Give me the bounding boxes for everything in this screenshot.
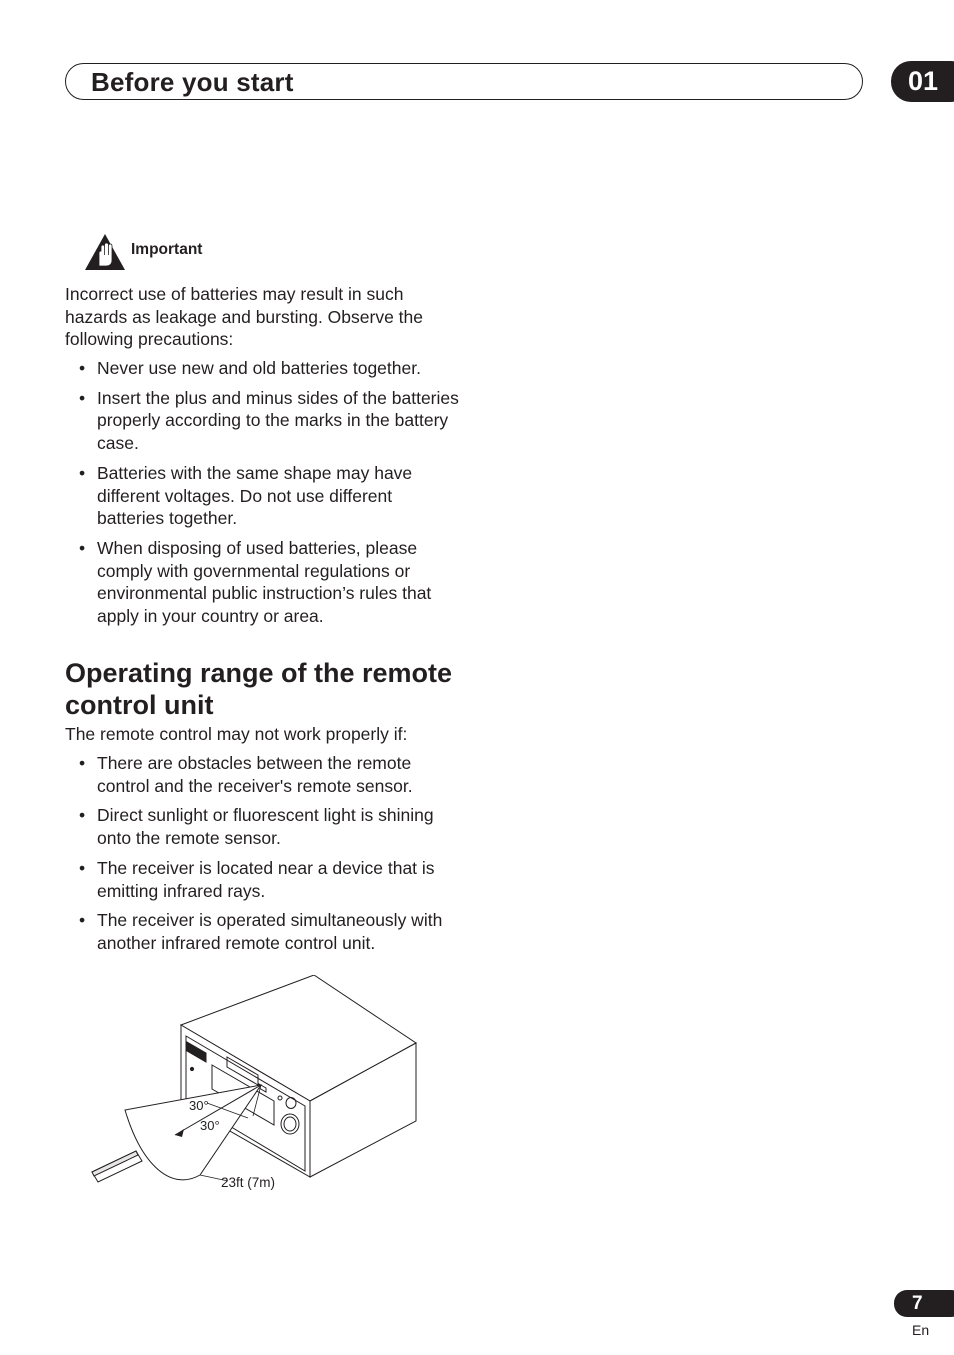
list-item: • When disposing of used batteries, please comply with governmental regulations or environmental public instruction’s rules that apply in your country or area. [79, 537, 432, 627]
list-item-text: Direct sunlight or fluorescent light is shining onto the remote sensor. [97, 805, 434, 849]
chapter-number-badge: 01 [891, 61, 954, 102]
list-item: • The receiver is located near a device that is emitting infrared rays. [79, 857, 435, 901]
list-item-text: The receiver is operated simultaneously with another infrared remote control unit. [97, 910, 443, 953]
list-item: • Never use new and old batteries together. [79, 358, 421, 378]
list-item: • There are obstacles between the remote control and the receiver's remote sensor. [79, 753, 413, 796]
remote-range-diagram [88, 975, 428, 1195]
range-conditions-list [65, 752, 460, 962]
range-intro: The remote control may not work properly if: [65, 724, 408, 744]
list-item-text: Never use new and old batteries together. [97, 358, 421, 378]
list-item-text: Insert the plus and minus sides of the batteries properly according to the marks in the battery case. [97, 387, 459, 454]
list-item-text: Batteries with the same shape may have different voltages. Do not use different batteries together. [97, 462, 413, 529]
list-item: • Direct sunlight or fluorescent light is shining onto the remote sensor. [79, 805, 434, 849]
section-heading: Operating range of the remote control unit [65, 658, 453, 720]
lower-angle-label: 30° [200, 1118, 220, 1133]
list-item: • The receiver is operated simultaneously with another infrared remote control unit. [79, 910, 443, 953]
upper-angle-label: 30° [189, 1098, 209, 1113]
distance-label: 23ft (7m) [221, 1175, 276, 1190]
list-item-text: There are obstacles between the remote control and the receiver's remote sensor. [97, 753, 413, 796]
page-number-badge: 7 [894, 1290, 954, 1317]
battery-precautions-list [65, 357, 460, 635]
list-item: • Batteries with the same shape may have different voltages. Do not use different batteries together. [79, 462, 413, 529]
remote-control-illustration [92, 1151, 142, 1182]
important-label: Important [131, 241, 203, 258]
language-code: En [912, 1322, 930, 1338]
warning-hand-icon [84, 233, 126, 271]
list-item: • Insert the plus and minus sides of the batteries properly according to the marks in the battery case. [79, 387, 459, 454]
battery-intro: Incorrect use of batteries may result in such hazards as leakage and bursting. Observe the following precautions: [65, 284, 423, 350]
list-item-text: When disposing of used batteries, please comply with governmental regulations or environmental public instruction’s rules that apply in your country or area. [97, 537, 432, 627]
list-item-text: The receiver is located near a device that is emitting infrared rays. [97, 857, 435, 901]
chapter-header [65, 63, 863, 100]
page-title: Before you start [91, 67, 294, 97]
